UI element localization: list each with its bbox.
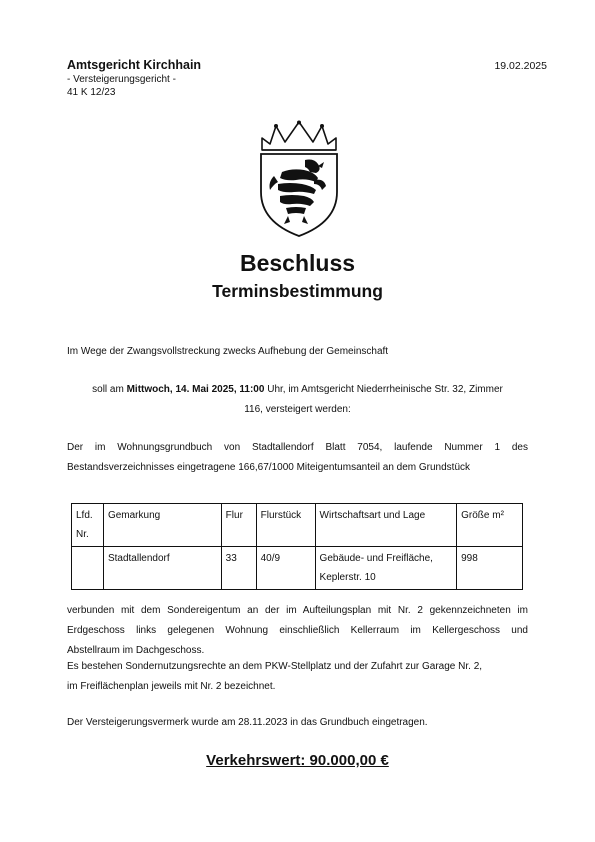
vermerk-paragraph: Der Versteigerungsvermerk wurde am 28.11.2023 in das Grundbuch eingetragen.: [67, 717, 428, 728]
property-line-1: Der im Wohnungsgrundbuch von Stadtallendorf Blatt 7054, laufende Nummer 1 des: [67, 442, 528, 453]
table-cell: Stadtallendorf: [103, 547, 221, 590]
details-line-3: Abstellraum im Dachgeschoss.: [67, 645, 205, 656]
details-line-4: Es bestehen Sondernutzungsrechte an dem PKW-Stellplatz und der Zufahrt zur Garage Nr. 2,: [67, 661, 483, 672]
table-header-cell: Lfd. Nr.: [72, 504, 104, 547]
intro-paragraph: Im Wege der Zwangsvollstreckung zwecks Aufhebung der Gemeinschaft: [67, 346, 389, 357]
table-cell: 33: [221, 547, 256, 590]
verkehrswert: Verkehrswert: 90.000,00 €: [206, 752, 389, 769]
table-header-cell: Gemarkung: [103, 504, 221, 547]
auction-prefix: soll am: [92, 384, 127, 395]
auction-datetime: Mittwoch, 14. Mai 2025, 11:00: [126, 384, 265, 395]
document-date: 19.02.2025: [494, 60, 547, 72]
document-title: Beschluss: [239, 250, 356, 276]
court-subtitle: - Versteigerungsgericht -: [67, 74, 176, 85]
auction-location: , im Amtsgericht Niederrheinische Str. 32, Zimmer: [282, 384, 503, 395]
details-line-5: im Freiflächenplan jeweils mit Nr. 2 bezeichnet.: [67, 681, 276, 692]
table-header-cell: Wirtschaftsart und Lage: [315, 504, 457, 547]
table-cell: Gebäude- und Freifläche, Keplerstr. 10: [315, 547, 457, 590]
table-cell: [72, 547, 104, 590]
auction-uhr: Uhr: [264, 384, 283, 395]
auction-date-line: [67, 380, 528, 400]
table-header-cell: Flurstück: [256, 504, 315, 547]
table-header-cell: Größe m²: [457, 504, 523, 547]
table-row: [72, 547, 523, 590]
document-subtitle: Terminsbestimmung: [212, 281, 383, 301]
case-reference: 41 K 12/23: [67, 87, 116, 98]
table-header-cell: Flur: [221, 504, 256, 547]
table-header-row: [72, 504, 523, 547]
auction-room-line: 116, versteigert werden:: [244, 404, 351, 415]
table-cell: 998: [457, 547, 523, 590]
hessen-lion-crest-icon: [258, 120, 340, 238]
details-line-1: verbunden mit dem Sondereigentum an der im Aufteilungsplan mit Nr. 2 gekennzeichneten im: [67, 605, 528, 616]
table-cell: 40/9: [256, 547, 315, 590]
property-table: [71, 503, 523, 590]
court-name: Amtsgericht Kirchhain: [67, 58, 202, 72]
details-line-2: Erdgeschoss links gelegenen Wohnung einschließlich Kellerraum im Kellergeschoss und: [67, 625, 528, 636]
property-line-2: Bestandsverzeichnisses eingetragene 166,67/1000 Miteigentumsanteil an dem Grundstück: [67, 462, 471, 473]
